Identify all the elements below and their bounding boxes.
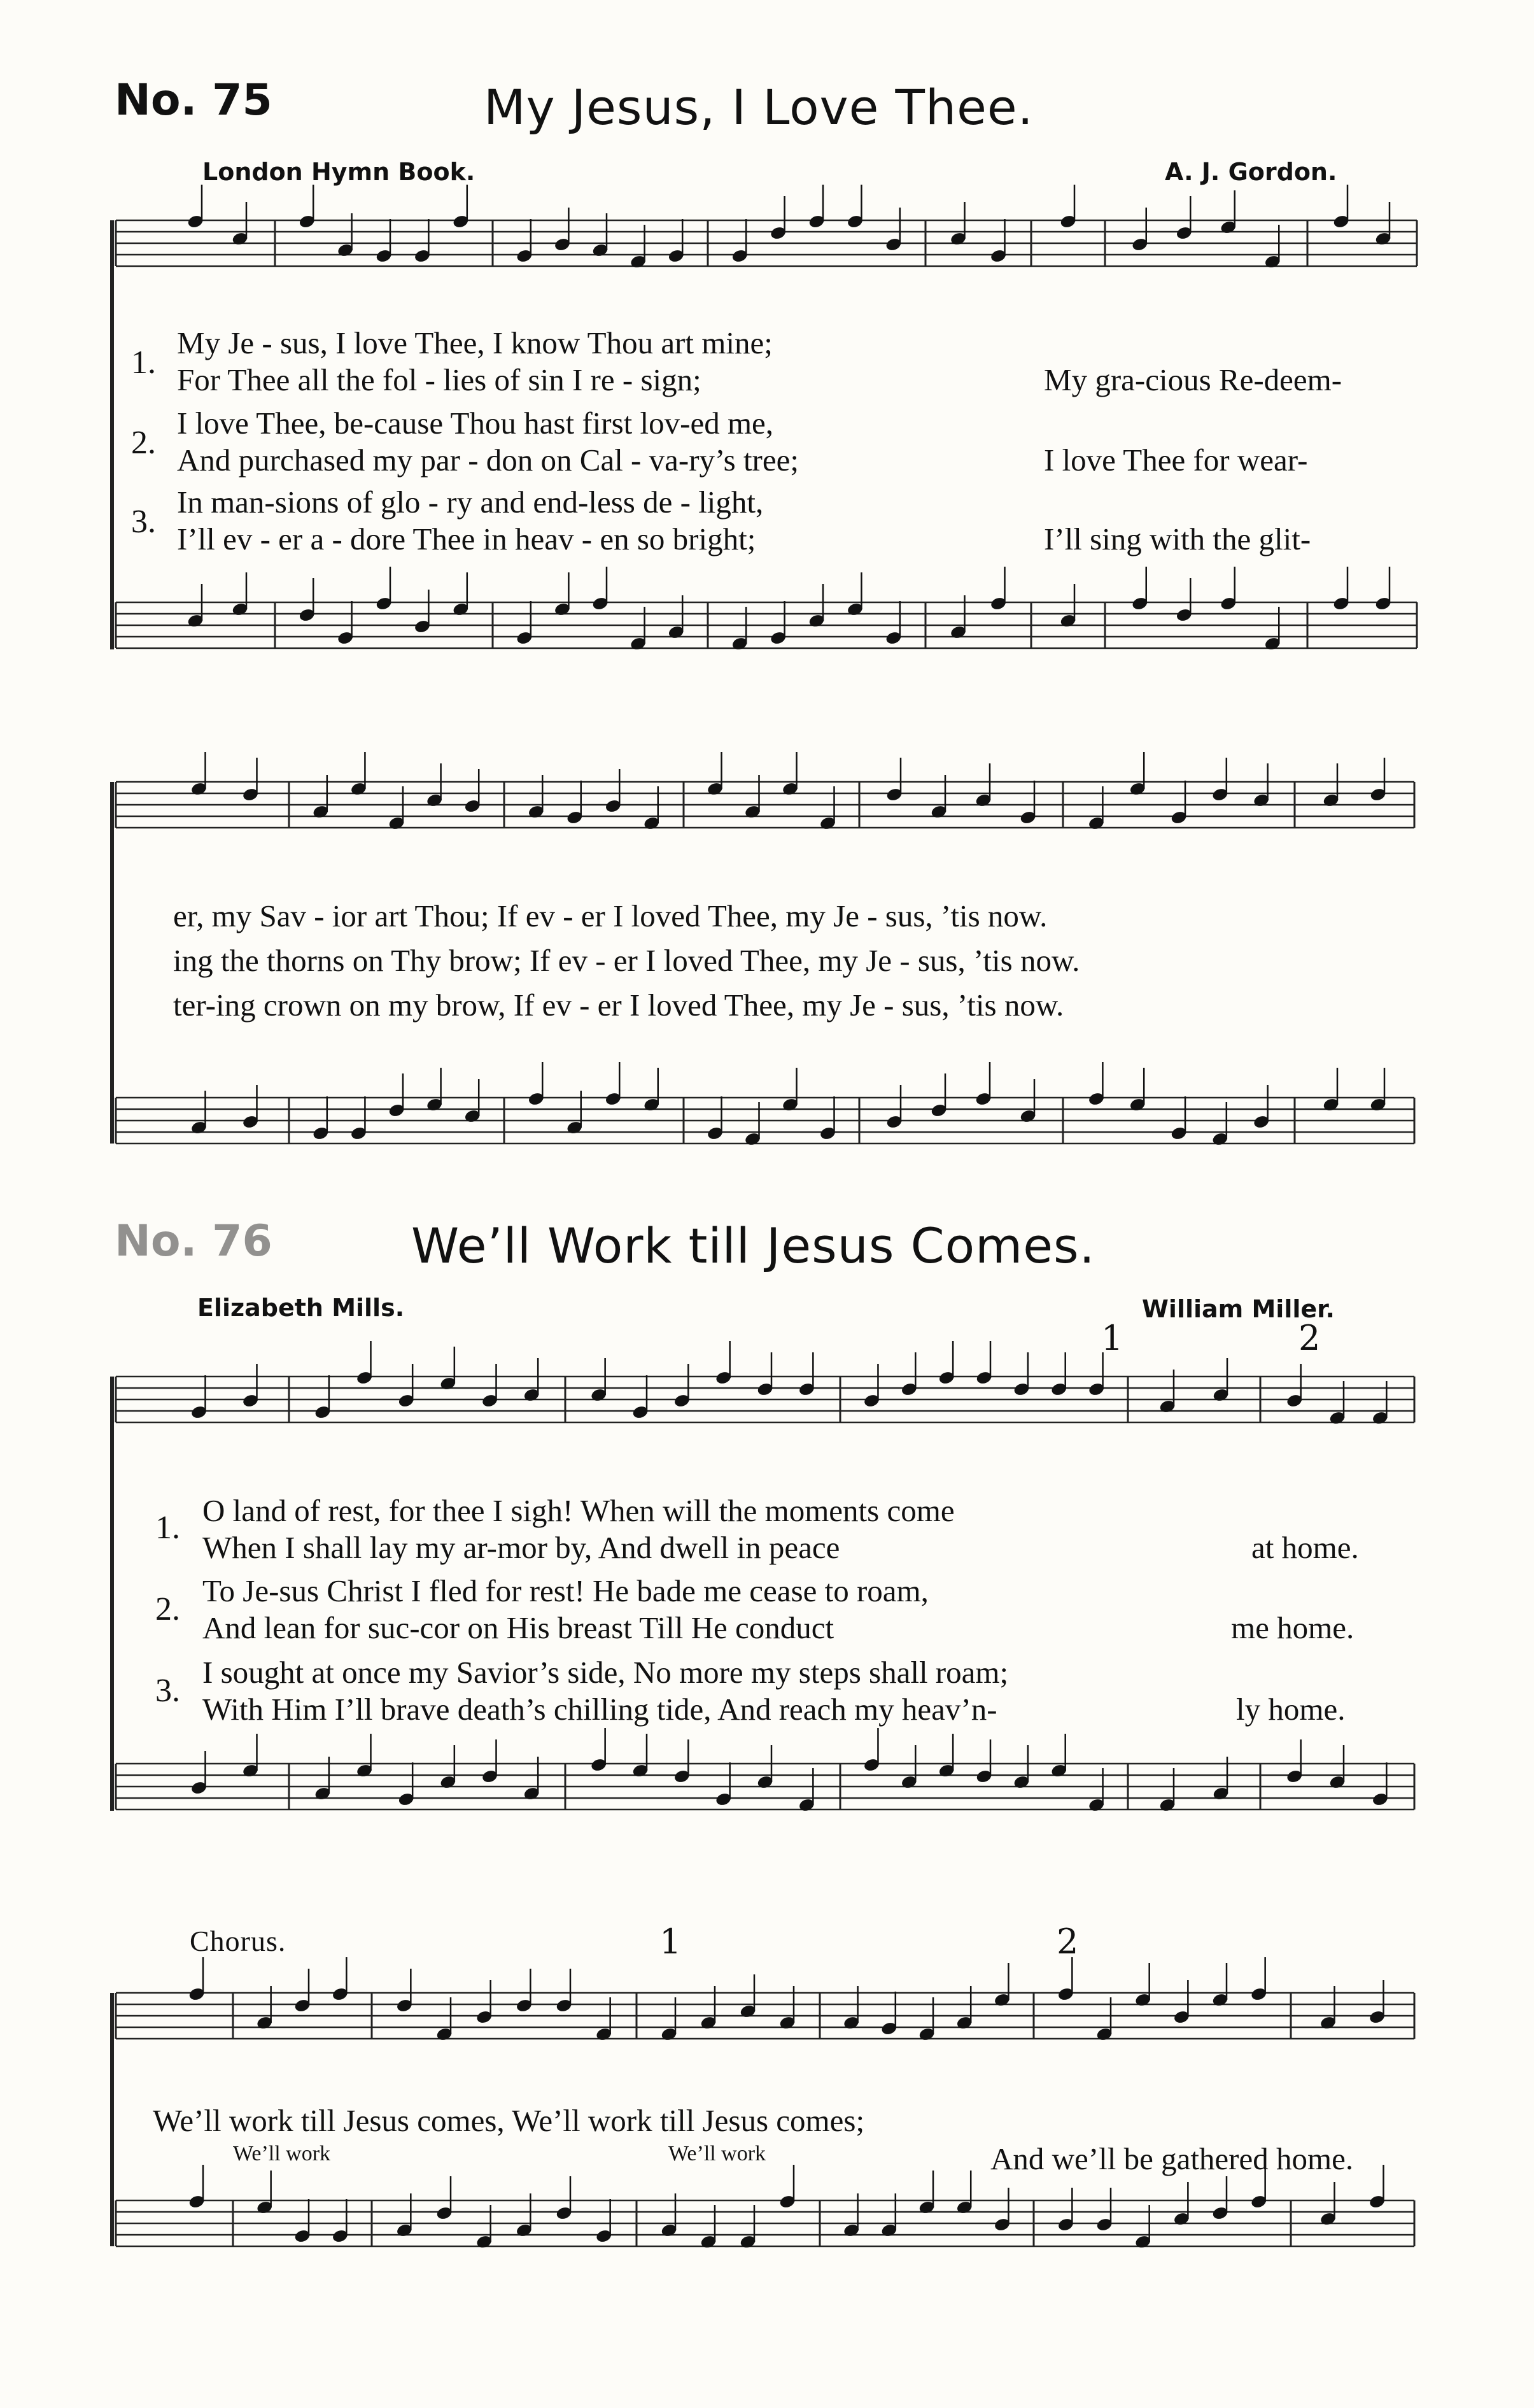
hymn-76-verse-2-end: me home. xyxy=(1231,1610,1355,1645)
hymn-76-verse-3-number: 3. xyxy=(155,1673,180,1709)
hymn-76-words-credit: Elizabeth Mills. xyxy=(197,1294,405,1322)
hymn-75-verse-2-line-1: I love Thee, be-cause Thou hast first lov-ed me, xyxy=(177,406,774,441)
chorus-lyric: We’ll work till Jesus comes, We’ll work till Jesus comes; xyxy=(153,2103,865,2138)
hymn-76-verse-1-line-2: When I shall lay my ar-mor by, And dwell in peace xyxy=(202,1530,840,1565)
hymn-75-verse-1-number: 1. xyxy=(131,344,156,381)
hymn-75-verse-1-line-1: My Je - sus, I love Thee, I know Thou art mine; xyxy=(177,325,773,360)
hymn-76-verse-2-number: 2. xyxy=(155,1591,180,1627)
hymn-75-verse-1-ending: er, my Sav - ior art Thou; If ev - er I loved Thee, my Je - sus, ’tis now. xyxy=(173,898,1048,933)
hymn-76-verse-3-end: ly home. xyxy=(1236,1692,1346,1727)
hymn-76-number: No. 76 xyxy=(115,1216,272,1266)
hymn-75-verse-2-number: 2. xyxy=(131,425,156,461)
chorus-bass-lyric-2: We’ll work xyxy=(668,2142,766,2165)
second-ending-label: 2 xyxy=(1298,1318,1321,1358)
hymn-75-verse-3-number: 3. xyxy=(131,504,156,540)
hymn-76-verse-3-line-1: I sought at once my Savior’s side, No more my steps shall roam; xyxy=(202,1655,1009,1690)
chorus-label: Chorus. xyxy=(190,1925,286,1957)
hymn-76-verse-1-line-1: O land of rest, for thee I sigh! When will the moments come xyxy=(202,1493,955,1528)
hymn-76-verse-1-end: at home. xyxy=(1251,1530,1359,1565)
hymn-75-verse-1-continuation: My gra-cious Re-deem- xyxy=(1044,362,1342,397)
hymn-76-verse-2-line-2: And lean for suc-cor on His breast Till He conduct xyxy=(202,1610,834,1645)
first-ending-label: 1 xyxy=(1101,1318,1123,1358)
hymn-76-title: We’ll Work till Jesus Comes. xyxy=(411,1217,1095,1274)
hymn-76-verse-2-line-1: To Je-sus Christ I fled for rest! He bade me cease to roam, xyxy=(202,1573,929,1608)
hymn-75-verse-2-continuation: I love Thee for wear- xyxy=(1044,443,1308,478)
hymn-75-verse-3-continuation: I’ll sing with the glit- xyxy=(1044,521,1311,556)
hymn-75-title: My Jesus, I Love Thee. xyxy=(484,79,1034,136)
hymn-75-verse-2-line-2: And purchased my par - don on Cal - va-ry’s tree; xyxy=(177,443,799,478)
hymn-75-number: No. 75 xyxy=(115,75,272,125)
hymn-76-verse-3-line-2: With Him I’ll brave death’s chilling tide, And reach my heav’n- xyxy=(202,1692,997,1727)
hymn-75-verse-3-line-1: In man-sions of glo - ry and end-less de - light, xyxy=(177,485,764,520)
hymn-76-music-credit: William Miller. xyxy=(1142,1295,1335,1323)
chorus-ending-lyric: And we’ll be gathered home. xyxy=(990,2141,1354,2176)
hymn-75-music-credit: A. J. Gordon. xyxy=(1165,158,1337,186)
hymn-75-verse-3-ending: ter-ing crown on my brow, If ev - er I loved Thee, my Je - sus, ’tis now. xyxy=(173,988,1064,1023)
chorus-bass-lyric-1: We’ll work xyxy=(233,2142,331,2165)
chorus-second-ending-label: 2 xyxy=(1057,1922,1079,1962)
hymn-75-verse-2-ending: ing the thorns on Thy brow; If ev - er I loved Thee, my Je - sus, ’tis now. xyxy=(173,943,1080,978)
hymn-75-verse-1-line-2: For Thee all the fol - lies of sin I re - sign; xyxy=(177,362,701,397)
hymn-76-verse-1-number: 1. xyxy=(155,1510,180,1546)
chorus-first-ending-label: 1 xyxy=(659,1922,682,1962)
hymn-75-words-credit: London Hymn Book. xyxy=(202,158,475,186)
hymn-75-verse-3-line-2: I’ll ev - er a - dore Thee in heav - en so bright; xyxy=(177,521,756,556)
